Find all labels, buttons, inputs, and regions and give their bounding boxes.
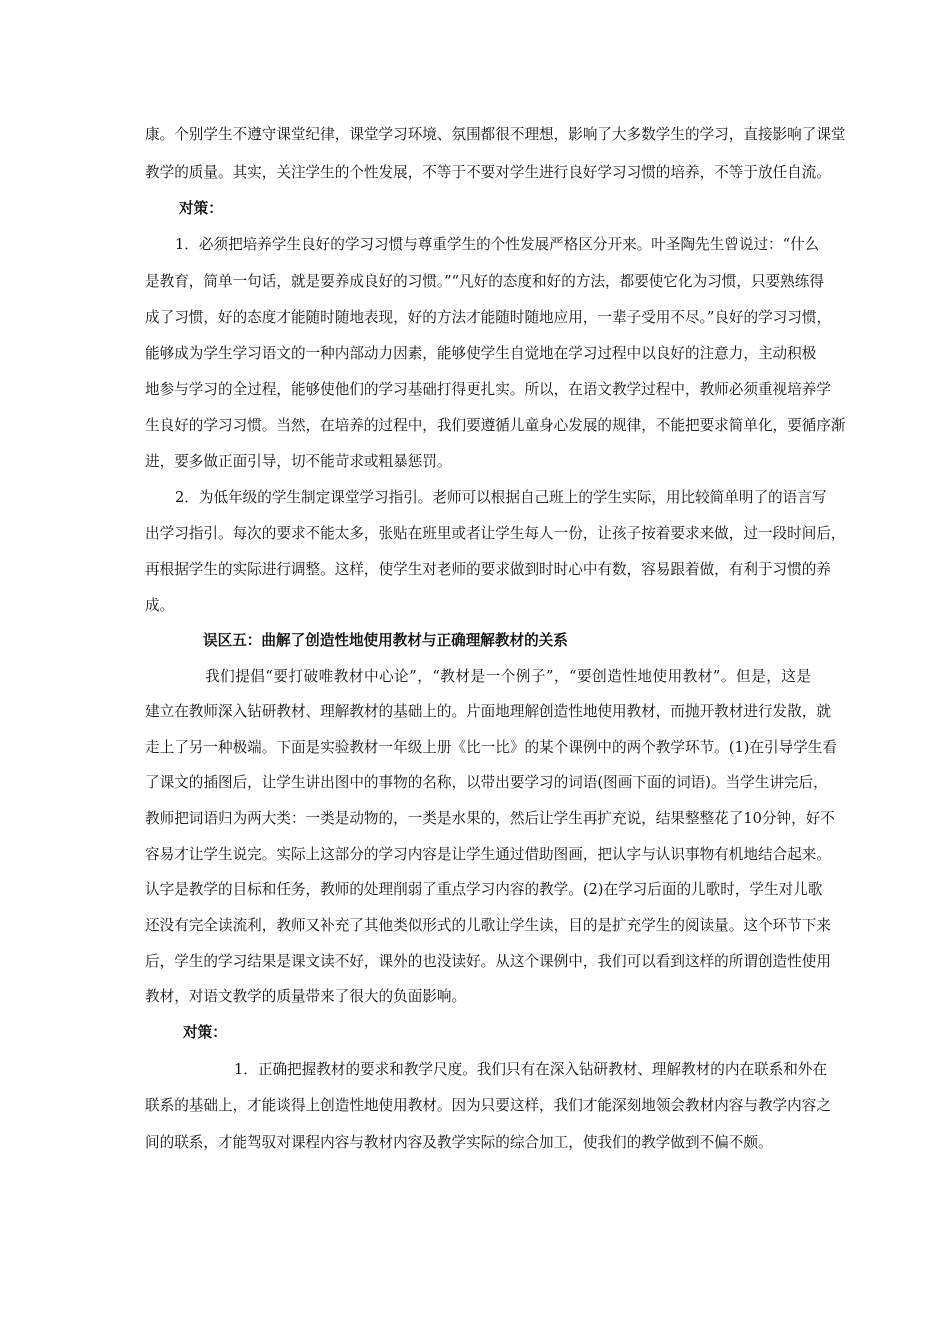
text-line: 间的联系，才能驾驭对课程内容与教材内容及教学实际的综合加工，使我们的教学做到不偏不颇。: [145, 1134, 773, 1151]
text-line: 教学的质量。其实，关注学生的个性发展，不等于不要对学生进行良好学习习惯的培养，不等于放任自流。: [145, 164, 831, 181]
text-line: 教材，对语文教学的质量带来了很大的负面影响。: [145, 988, 467, 1005]
text-line: 2．为低年级的学生制定课堂学习指引。老师可以根据自己班上的学生实际，用比较简单明了的语言写: [175, 489, 827, 506]
text-line: 后，学生的学习结果是课文读不好，课外的也没读好。从这个课例中，我们可以看到这样的所谓创造性使用: [145, 953, 831, 970]
text-line: 能够成为学生学习语文的一种内部动力因素，能够使学生自觉地在学习过程中以良好的注意力，主动积极: [145, 345, 817, 362]
text-line: 地参与学习的全过程，能够使他们的学习基础打得更扎实。所以，在语文教学过程中，教师必须重视培养学: [145, 381, 831, 398]
section-heading: 误区五：曲解了创造性地使用教材与正确理解教材的关系: [203, 632, 568, 649]
text-line: 成了习惯，好的态度才能随时随地表现，好的方法才能随时随地应用，一辈子受用不尽。”良好的学习习惯，: [145, 309, 832, 326]
text-line: 1．必须把培养学生良好的学习习惯与尊重学生的个性发展严格区分开来。叶圣陶先生曾说过：“什么: [175, 236, 820, 253]
text-line: 出学习指引。每次的要求不能太多，张贴在班里或者让学生每人一份，让孩子按着要求来做，过一段时间后，: [145, 525, 846, 542]
text-line: 了课文的插图后，让学生讲出图中的事物的名称，以带出要学习的词语(图画下面的词语)。当学生讲完后，: [145, 774, 828, 791]
text-line: 成。: [145, 597, 175, 614]
text-line: 康。个别学生不遵守课堂纪律，课堂学习环境、氛围都很不理想，影响了大多数学生的学习，直接影响了课堂: [145, 126, 846, 143]
section-heading: 对策：: [179, 200, 223, 217]
text-line: 再根据学生的实际进行调整。这样，使学生对老师的要求做到时时心中有数，容易跟着做，有利于习惯的养: [145, 561, 831, 578]
text-line: 我们提倡“要打破唯教材中心论”，“教材是一个例子”，“要创造性地使用教材”。但是，这是: [205, 668, 811, 685]
text-line: 还没有完全读流利，教师又补充了其他类似形式的儿歌让学生读，目的是扩充学生的阅读量。这个环节下来: [145, 917, 831, 934]
text-line: 走上了另一种极端。下面是实验教材一年级上册《比一比》的某个课例中的两个教学环节。(1)在引导学生看: [145, 739, 837, 756]
text-line: 生良好的学习习惯。当然，在培养的过程中，我们要遵循儿童身心发展的规律，不能把要求简单化，要循序渐: [145, 417, 846, 434]
text-line: 容易才让学生说完。实际上这部分的学习内容是让学生通过借助图画，把认字与认识事物有机地结合起来。: [145, 846, 831, 863]
text-line: 1．正确把握教材的要求和教学尺度。我们只有在深入钻研教材、理解教材的内在联系和外在: [234, 1061, 828, 1078]
text-line: 进，要多做正面引导，切不能苛求或粗暴惩罚。: [145, 453, 452, 470]
text-line: 教师把词语归为两大类：一类是动物的，一类是水果的，然后让学生再扩充说，结果整整花了10分钟，好不: [145, 810, 835, 827]
text-line: 建立在教师深入钻研教材、理解教材的基础上的。片面地理解创造性地使用教材，而抛开教材进行发散，就: [145, 703, 831, 720]
text-line: 认字是教学的目标和任务，教师的处理削弱了重点学习内容的教学。(2)在学习后面的儿歌时，学生对儿歌: [145, 881, 823, 898]
text-line: 是教育，简单一句话，就是要养成良好的习惯。”“凡好的态度和好的方法，都要使它化为习惯，只要熟练得: [145, 273, 824, 290]
text-line: 联系的基础上，才能谈得上创造性地使用教材。因为只要这样，我们才能深刻地领会教材内容与教学内容之: [145, 1097, 831, 1114]
section-heading: 对策：: [183, 1024, 227, 1041]
